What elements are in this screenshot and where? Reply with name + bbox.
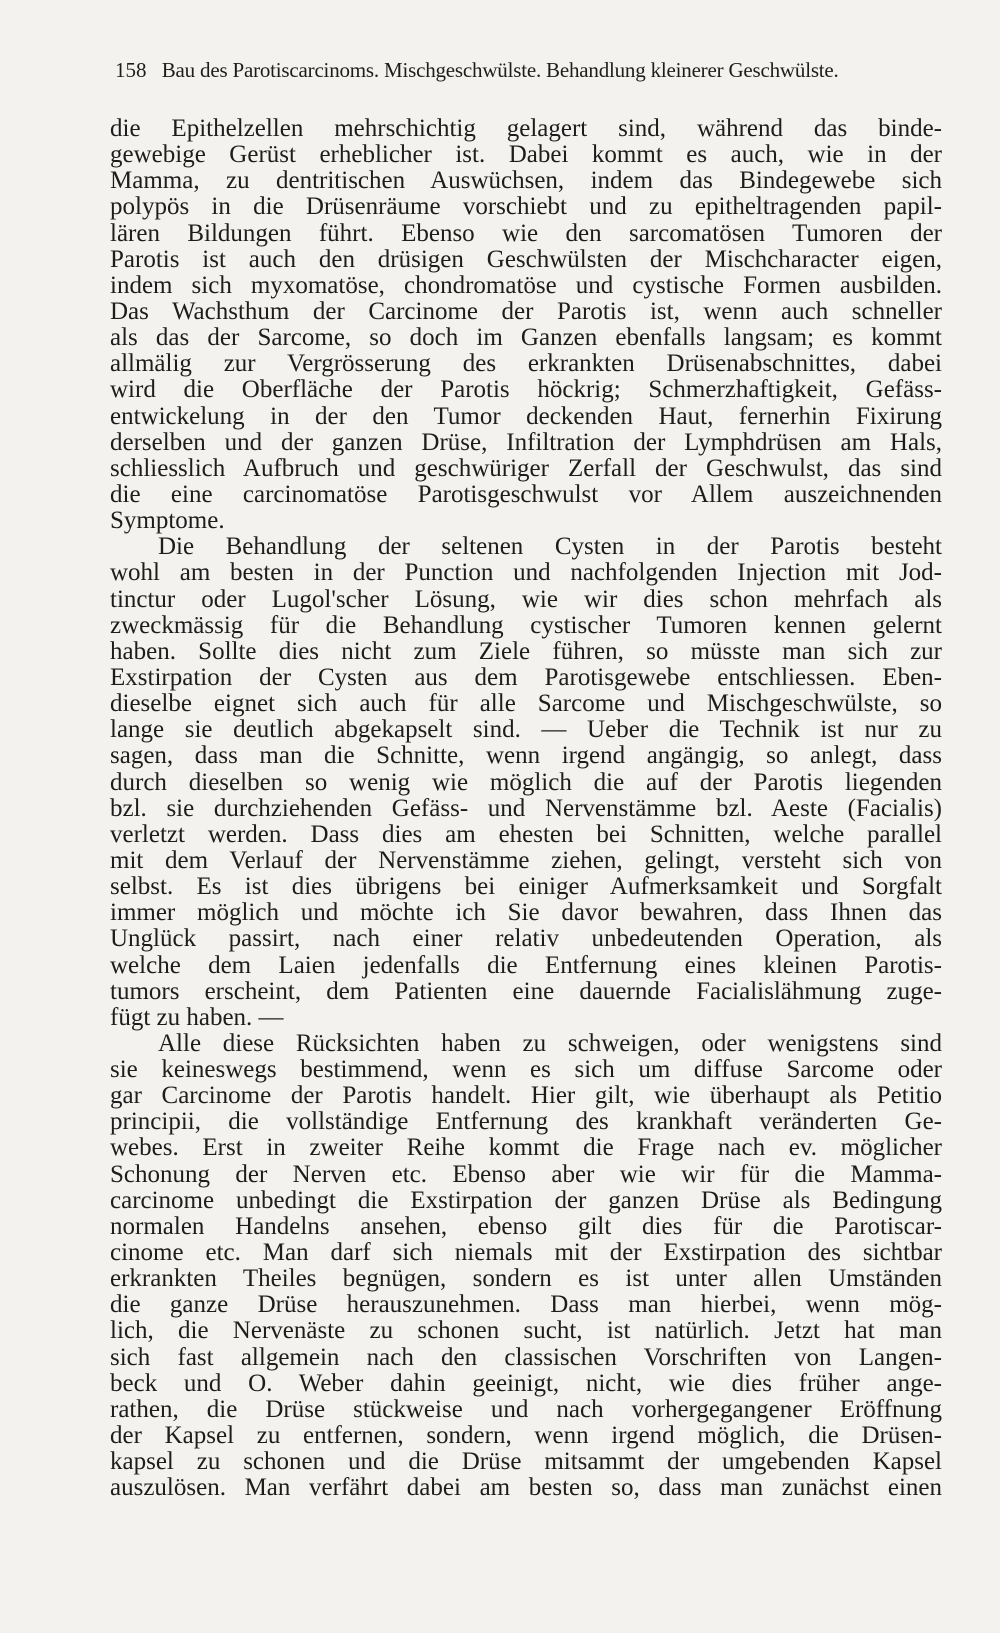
text-line: lären Bildungen führt. Ebenso wie den sarcomatösen Tumoren der — [110, 219, 942, 247]
text-line: dieselbe eignet sich auch für alle Sarcome und Mischgeschwülste, so — [110, 690, 942, 718]
text-line: entwickelung in der den Tumor deckenden Haut, fernerhin Fixirung — [110, 402, 942, 430]
text-line: derselben und der ganzen Drüse, Infiltration der Lymphdrüsen am Hals, — [110, 428, 942, 456]
text-line: Unglück passirt, nach einer relativ unbedeutenden Operation, als — [110, 925, 942, 953]
text-line: indem sich myxomatöse, chondromatöse und cystische Formen ausbilden. — [110, 271, 942, 299]
text-line: selbst. Es ist dies übrigens bei einiger Aufmerksamkeit und Sorgfalt — [110, 873, 942, 901]
text-line: Mamma, zu dentritischen Auswüchsen, indem das Bindegewebe sich — [110, 167, 942, 195]
body-text — [110, 116, 942, 1501]
text-line: Symptome. — [110, 507, 225, 535]
text-line: Die Behandlung der seltenen Cysten in der Parotis besteht — [158, 533, 942, 561]
text-line: zweckmässig für die Behandlung cystischer Tumoren kennen gelernt — [110, 611, 942, 639]
running-header — [115, 58, 945, 83]
text-line: immer möglich und möchte ich Sie davor bewahren, dass Ihnen das — [110, 899, 942, 927]
text-line: gar Carcinome der Parotis handelt. Hier gilt, wie überhaupt als Petitio — [110, 1082, 942, 1110]
text-line: tinctur oder Lugol'scher Lösung, wie wir dies schon mehrfach als — [110, 585, 942, 613]
text-line: Das Wachsthum der Carcinome der Parotis ist, wenn auch schneller — [110, 297, 942, 325]
text-line: Alle diese Rücksichten haben zu schweigen, oder wenigstens sind — [158, 1029, 942, 1057]
text-line: die ganze Drüse herauszunehmen. Dass man hierbei, wenn mög- — [110, 1291, 942, 1319]
text-line: Exstirpation der Cysten aus dem Parotisgewebe entschliessen. Eben- — [110, 663, 942, 691]
text-line: Parotis ist auch den drüsigen Geschwülsten der Mischcharacter eigen, — [110, 245, 942, 273]
text-line: lich, die Nervenäste zu schonen sucht, ist natürlich. Jetzt hat man — [110, 1317, 942, 1345]
text-line: principii, die vollständige Entfernung des krankhaft veränderten Ge- — [110, 1108, 942, 1136]
text-line: die Epithelzellen mehrschichtig gelagert sind, während das binde- — [110, 115, 942, 142]
text-line: allmälig zur Vergrösserung des erkrankten Drüsenabschnittes, dabei — [110, 350, 942, 378]
text-line: als das der Sarcome, so doch im Ganzen ebenfalls langsam; es kommt — [110, 324, 942, 352]
text-line: wird die Oberfläche der Parotis höckrig; Schmerzhaftigkeit, Gefäss- — [110, 376, 942, 404]
text-line: lange sie deutlich abgekapselt sind. — Ueber die Technik ist nur zu — [110, 716, 942, 744]
text-line: beck und O. Weber dahin geeinigt, nicht, wie dies früher ange- — [110, 1369, 942, 1397]
text-line: auszulösen. Man verfährt dabei am besten so, dass man zunächst einen — [110, 1474, 942, 1502]
text-line: erkrankten Theiles begnügen, sondern es ist unter allen Umständen — [110, 1265, 942, 1293]
text-line: sich fast allgemein nach den classischen Vorschriften von Langen- — [110, 1343, 942, 1371]
text-line: verletzt werden. Dass dies am ehesten bei Schnitten, welche parallel — [110, 820, 942, 848]
text-line: welche dem Laien jedenfalls die Entfernung eines kleinen Parotis- — [110, 951, 942, 979]
text-line: Schonung der Nerven etc. Ebenso aber wie wir für die Mamma- — [110, 1160, 942, 1188]
page-number: 158 — [115, 58, 147, 82]
text-line: haben. Sollte dies nicht zum Ziele führen, so müsste man sich zur — [110, 637, 942, 665]
text-line: cinome etc. Man darf sich niemals mit der Exstirpation des sichtbar — [110, 1239, 942, 1267]
text-line: schliesslich Aufbruch und geschwüriger Zerfall der Geschwulst, das sind — [110, 454, 942, 482]
text-line: sie keineswegs bestimmend, wenn es sich um diffuse Sarcome oder — [110, 1056, 942, 1084]
text-line: tumors erscheint, dem Patienten eine dauernde Facialislähmung zuge- — [110, 977, 942, 1005]
text-line: fügt zu haben. — — [110, 1003, 284, 1031]
text-line: kapsel zu schonen und die Drüse mitsammt der umgebenden Kapsel — [110, 1448, 942, 1476]
text-line: normalen Handelns ansehen, ebenso gilt dies für die Parotiscar- — [110, 1212, 942, 1240]
text-line: carcinome unbedingt die Exstirpation der ganzen Drüse als Bedingung — [110, 1186, 942, 1214]
text-line: der Kapsel zu entfernen, sondern, wenn irgend möglich, die Drüsen- — [110, 1422, 942, 1450]
text-line: webes. Erst in zweiter Reihe kommt die Frage nach ev. möglicher — [110, 1134, 942, 1162]
text-line: wohl am besten in der Punction und nachfolgenden Injection mit Jod- — [110, 559, 942, 587]
text-line: die eine carcinomatöse Parotisgeschwulst vor Allem auszeichnenden — [110, 480, 942, 508]
text-line: mit dem Verlauf der Nervenstämme ziehen, gelingt, versteht sich von — [110, 846, 942, 874]
text-line: gewebige Gerüst erheblicher ist. Dabei kommt es auch, wie in der — [110, 141, 942, 169]
running-title: Bau des Parotiscarcinoms. Mischgeschwülste. Behandlung kleinerer Geschwülste. — [161, 58, 839, 82]
text-line: polypös in die Drüsenräume vorschiebt und zu epitheltragenden papil- — [110, 193, 942, 221]
text-line: bzl. sie durchziehenden Gefäss- und Nervenstämme bzl. Aeste (Facialis) — [110, 794, 942, 822]
text-line: sagen, dass man die Schnitte, wenn irgend angängig, so anlegt, dass — [110, 742, 942, 770]
text-line: rathen, die Drüse stückweise und nach vorhergegangener Eröffnung — [110, 1395, 942, 1423]
text-line: durch dieselben so wenig wie möglich die auf der Parotis liegenden — [110, 768, 942, 796]
